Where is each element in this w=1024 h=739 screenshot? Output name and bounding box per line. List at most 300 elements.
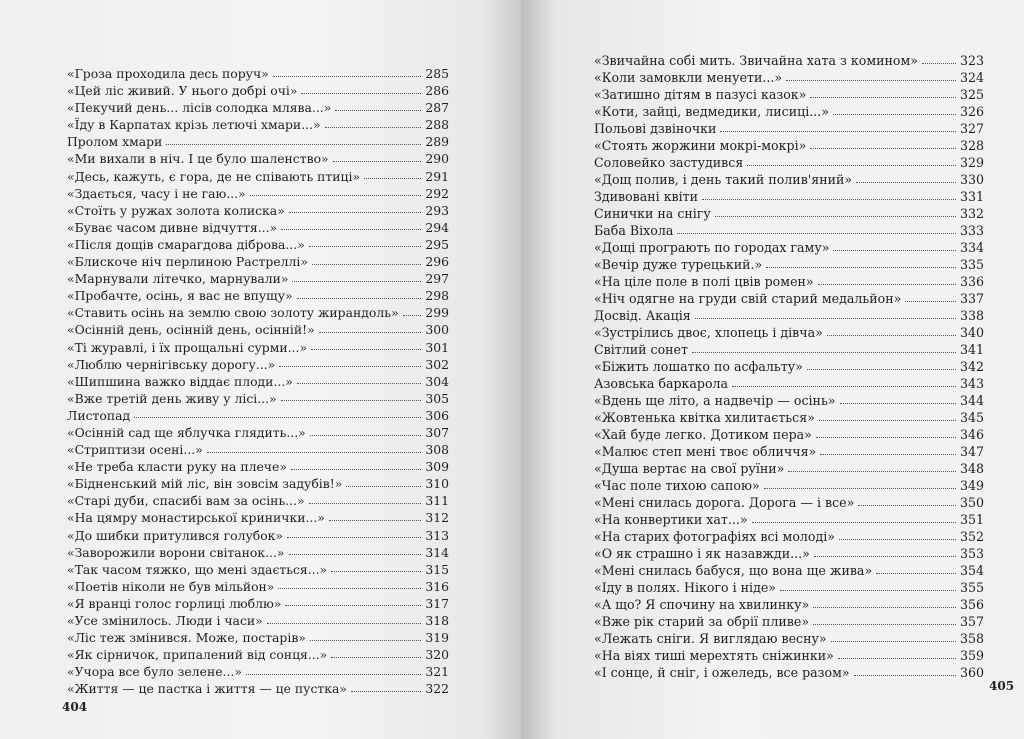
entry-title: Пролом хмари xyxy=(67,134,163,150)
dot-leader xyxy=(309,245,421,247)
entry-page-number: 315 xyxy=(425,561,449,577)
toc-entry xyxy=(67,663,449,680)
dot-leader xyxy=(287,536,421,538)
entry-page-number: 308 xyxy=(425,442,449,458)
dot-leader xyxy=(207,451,421,453)
entry-title: «Як сірничок, припалений від сонця...» xyxy=(67,647,328,663)
toc-entry xyxy=(594,545,984,562)
entry-title: «Іду в полях. Нікого і ніде» xyxy=(594,580,776,595)
dot-leader xyxy=(279,365,421,367)
dot-leader xyxy=(814,555,956,557)
entry-page-number: 345 xyxy=(959,410,984,425)
dot-leader xyxy=(289,553,421,555)
dot-leader xyxy=(351,690,421,692)
dot-leader xyxy=(766,266,956,268)
entry-page-number: 347 xyxy=(959,444,984,459)
entry-title: Здивовані квіти xyxy=(594,189,699,204)
entry-title: «Вже третій день живу у лісі...» xyxy=(67,390,277,406)
dot-leader xyxy=(715,215,956,217)
toc-entry xyxy=(594,511,984,528)
dot-leader xyxy=(807,368,956,370)
toc-entry xyxy=(594,528,984,545)
entry-page-number: 330 xyxy=(959,172,984,187)
entry-page-number: 297 xyxy=(425,271,449,287)
entry-title: «Так часом тяжко, що мені здається...» xyxy=(67,561,328,577)
entry-title: «Малює степ мені твоє обличчя» xyxy=(594,444,817,459)
dot-leader xyxy=(839,538,956,540)
entry-title: Азовська баркарола xyxy=(594,376,729,391)
toc-entry xyxy=(67,424,449,441)
toc-entry xyxy=(67,150,449,167)
toc-entry xyxy=(67,339,449,356)
toc-entry xyxy=(594,358,984,375)
dot-leader xyxy=(273,75,421,77)
dot-leader xyxy=(403,314,421,316)
dot-leader xyxy=(833,113,956,115)
dot-leader xyxy=(291,468,421,470)
entry-title: «Не треба класти руку на плече» xyxy=(67,459,287,475)
entry-page-number: 322 xyxy=(425,681,449,697)
toc-entry xyxy=(594,426,984,443)
entry-title: «Звичайна собі мить. Звичайна хата з комином» xyxy=(594,53,918,68)
toc-entry xyxy=(67,527,449,544)
entry-page-number: 348 xyxy=(959,461,984,476)
entry-page-number: 350 xyxy=(959,495,984,510)
dot-leader xyxy=(833,249,956,251)
entry-title: Досвід. Акація xyxy=(594,308,691,323)
entry-title: «Старі дуби, спасибі вам за осінь...» xyxy=(67,493,305,509)
entry-title: «До шибки притулився голубок» xyxy=(67,527,283,543)
entry-page-number: 338 xyxy=(959,308,984,323)
toc-entry xyxy=(594,256,984,273)
dot-leader xyxy=(166,143,421,145)
entry-title: «Час поле тихою сапою» xyxy=(594,478,760,493)
toc-entry xyxy=(594,205,984,222)
entry-title: «Вечір дуже турецький.» xyxy=(594,257,763,272)
entry-title: «Зустрілись двоє, хлопець і дівча» xyxy=(594,325,823,340)
dot-leader xyxy=(695,317,956,319)
entry-page-number: 299 xyxy=(425,305,449,321)
dot-leader xyxy=(285,604,421,606)
entry-page-number: 323 xyxy=(959,53,984,68)
entry-page-number: 306 xyxy=(425,407,449,423)
toc-entry xyxy=(67,82,449,99)
entry-title: «Стоїть у ружах золота колиска» xyxy=(67,202,285,218)
entry-page-number: 335 xyxy=(959,257,984,272)
entry-title: «Марнували літечко, марнували» xyxy=(67,271,289,287)
right-page-number: 405 xyxy=(989,679,1015,693)
entry-title: «Гроза проходила десь поруч» xyxy=(67,66,269,81)
dot-leader xyxy=(780,589,956,591)
dot-leader xyxy=(820,453,956,455)
toc-entry xyxy=(594,494,984,511)
dot-leader xyxy=(702,198,956,200)
dot-leader xyxy=(297,297,421,299)
entry-page-number: 326 xyxy=(959,104,984,119)
entry-title: «Їду в Карпатах крізь летючі хмари...» xyxy=(67,117,321,133)
entry-page-number: 357 xyxy=(959,614,984,629)
entry-title: «На конвертики хат...» xyxy=(594,512,748,527)
dot-leader xyxy=(309,502,421,504)
entry-title: «Душа вертає на свої руїни» xyxy=(594,461,785,476)
entry-title: «Вже рік старий за обрії пливе» xyxy=(594,614,810,629)
toc-entry xyxy=(67,202,449,219)
entry-title: «Біжить лошатко по асфальту» xyxy=(594,359,803,374)
entry-title: «Я вранці голос горлиці люблю» xyxy=(67,595,282,611)
entry-page-number: 324 xyxy=(959,70,984,85)
toc-entry xyxy=(594,664,984,681)
entry-page-number: 302 xyxy=(425,356,449,372)
dot-leader xyxy=(840,402,956,404)
dot-leader xyxy=(816,436,956,438)
dot-leader xyxy=(312,263,421,265)
toc-entry xyxy=(67,373,449,390)
toc-entry xyxy=(594,596,984,613)
entry-title: «Здається, часу і не гаю...» xyxy=(67,185,246,201)
entry-title: «Дощі програють по городах гаму» xyxy=(594,240,830,255)
entry-title: Світлий сонет xyxy=(594,342,688,357)
toc-entry xyxy=(594,239,984,256)
dot-leader xyxy=(310,639,421,641)
entry-page-number: 310 xyxy=(425,476,449,492)
entry-page-number: 344 xyxy=(959,393,984,408)
entry-page-number: 298 xyxy=(425,288,449,304)
entry-title: «Блискоче ніч перлиною Растреллі» xyxy=(67,254,308,270)
left-toc-list xyxy=(67,65,449,697)
entry-page-number: 346 xyxy=(959,427,984,442)
toc-entry xyxy=(594,613,984,630)
toc-entry xyxy=(594,562,984,579)
entry-title: «Лежать сніги. Я виглядаю весну» xyxy=(594,631,827,646)
entry-title: «На старих фотографіях всі молоді» xyxy=(594,529,836,544)
dot-leader xyxy=(858,504,956,506)
entry-title: «О як страшно і як назавжди...» xyxy=(594,546,810,561)
toc-entry xyxy=(594,188,984,205)
toc-entry xyxy=(67,116,449,133)
entry-title: «Ніч одягне на груди свій старий медальйон» xyxy=(594,291,902,306)
entry-title: «Поетів ніколи не був мільйон» xyxy=(67,578,275,594)
toc-entry xyxy=(67,99,449,116)
toc-entry xyxy=(594,579,984,596)
entry-page-number: 285 xyxy=(425,66,449,81)
dot-leader xyxy=(818,283,956,285)
toc-entry xyxy=(67,646,449,663)
dot-leader xyxy=(747,164,956,166)
toc-entry xyxy=(594,460,984,477)
entry-page-number: 349 xyxy=(959,478,984,493)
entry-title: «Мені снилась бабуся, що вона ще жива» xyxy=(594,563,873,578)
entry-page-number: 318 xyxy=(425,613,449,628)
dot-leader xyxy=(311,348,421,350)
entry-page-number: 341 xyxy=(959,342,984,357)
dot-leader xyxy=(854,674,956,676)
dot-leader xyxy=(692,351,956,353)
dot-leader xyxy=(764,487,956,489)
toc-entry xyxy=(594,290,984,307)
entry-page-number: 352 xyxy=(959,529,984,544)
toc-entry xyxy=(67,578,449,595)
entry-page-number: 328 xyxy=(959,138,984,153)
entry-page-number: 353 xyxy=(959,546,984,561)
toc-entry xyxy=(594,392,984,409)
dot-leader xyxy=(134,416,421,418)
entry-page-number: 336 xyxy=(959,274,984,289)
dot-leader xyxy=(831,640,956,642)
dot-leader xyxy=(905,300,956,302)
entry-title: «Після дощів смарагдова діброва...» xyxy=(67,236,305,252)
entry-page-number: 296 xyxy=(425,254,449,270)
toc-entry xyxy=(594,120,984,137)
entry-title: «Коли замовкли менуети...» xyxy=(594,70,783,85)
dot-leader xyxy=(331,570,421,572)
dot-leader xyxy=(246,673,421,675)
entry-page-number: 355 xyxy=(959,580,984,595)
entry-title: Синички на снігу xyxy=(594,206,711,221)
dot-leader xyxy=(922,62,956,64)
entry-title: «Затишно дітям в пазусі казок» xyxy=(594,87,807,102)
toc-entry xyxy=(594,409,984,426)
entry-page-number: 290 xyxy=(425,151,449,167)
entry-page-number: 292 xyxy=(425,185,449,201)
toc-entry xyxy=(67,390,449,407)
entry-page-number: 309 xyxy=(425,459,449,475)
toc-entry xyxy=(594,52,984,69)
entry-page-number: 286 xyxy=(425,83,449,99)
toc-entry xyxy=(594,647,984,664)
entry-title: «На цямру монастирської кринички...» xyxy=(67,510,325,526)
dot-leader xyxy=(289,211,421,213)
entry-page-number: 359 xyxy=(959,648,984,663)
entry-title: «Ставить осінь на землю свою золоту жирандоль» xyxy=(67,305,399,321)
toc-entry xyxy=(594,307,984,324)
dot-leader xyxy=(250,194,421,196)
dot-leader xyxy=(364,177,421,179)
entry-title: «Коти, зайці, ведмедики, лисиці...» xyxy=(594,104,829,119)
toc-entry xyxy=(67,65,449,82)
dot-leader xyxy=(876,572,956,574)
entry-page-number: 337 xyxy=(959,291,984,306)
entry-title: «Мені снилась дорога. Дорога — і все» xyxy=(594,495,855,510)
toc-entry xyxy=(67,287,449,304)
entry-title: «Десь, кажуть, є гора, де не співають птиці» xyxy=(67,168,361,184)
entry-page-number: 329 xyxy=(959,155,984,170)
toc-entry xyxy=(67,356,449,373)
entry-title: «І сонце, й сніг, і ожеледь, все разом» xyxy=(594,665,850,680)
dot-leader xyxy=(346,485,421,487)
toc-entry xyxy=(67,321,449,338)
toc-entry xyxy=(594,222,984,239)
entry-title: «Цей ліс живий. У нього добрі очі» xyxy=(67,83,298,99)
dot-leader xyxy=(281,399,421,401)
dot-leader xyxy=(325,126,421,128)
entry-page-number: 301 xyxy=(425,339,449,355)
dot-leader xyxy=(297,382,421,384)
dot-leader xyxy=(319,331,421,333)
toc-entry xyxy=(594,171,984,188)
entry-page-number: 325 xyxy=(959,87,984,102)
dot-leader xyxy=(301,92,421,94)
toc-entry xyxy=(594,477,984,494)
entry-page-number: 314 xyxy=(425,544,449,560)
entry-title: «Стоять жоржини мокрі-мокрі» xyxy=(594,138,807,153)
dot-leader xyxy=(335,109,421,111)
toc-entry xyxy=(594,273,984,290)
toc-entry xyxy=(594,69,984,86)
toc-entry xyxy=(67,458,449,475)
entry-title: «Заворожили ворони світанок...» xyxy=(67,544,285,560)
entry-title: «На віях тиші мерехтять сніжинки» xyxy=(594,648,834,663)
toc-entry xyxy=(67,185,449,202)
dot-leader xyxy=(677,232,956,234)
dot-leader xyxy=(267,622,421,624)
entry-page-number: 295 xyxy=(425,236,449,252)
entry-title: Листопад xyxy=(67,407,131,423)
entry-page-number: 327 xyxy=(959,121,984,136)
toc-entry xyxy=(67,219,449,236)
entry-page-number: 333 xyxy=(959,223,984,238)
entry-title: «Вдень ще літо, а надвечір — осінь» xyxy=(594,393,836,408)
toc-entry xyxy=(67,680,449,697)
toc-entry xyxy=(594,154,984,171)
entry-title: «Осінній день, осінній день, осінній!» xyxy=(67,322,315,338)
entry-page-number: 289 xyxy=(425,134,449,150)
entry-title: «Пекучий день... лісів солодка млява...» xyxy=(67,100,332,116)
dot-leader xyxy=(819,419,956,421)
entry-title: Соловейко застудився xyxy=(594,155,744,170)
entry-page-number: 317 xyxy=(425,595,449,611)
entry-page-number: 343 xyxy=(959,376,984,391)
dot-leader xyxy=(788,470,956,472)
toc-entry xyxy=(67,612,449,629)
entry-title: «Шипшина важко віддає плоди...» xyxy=(67,373,293,389)
entry-page-number: 354 xyxy=(959,563,984,578)
entry-page-number: 319 xyxy=(425,630,449,646)
dot-leader xyxy=(278,587,421,589)
entry-title: «А що? Я спочину на хвилинку» xyxy=(594,597,810,612)
dot-leader xyxy=(333,160,421,162)
entry-title: «Люблю чернігівську дорогу...» xyxy=(67,356,276,372)
entry-page-number: 304 xyxy=(425,373,449,389)
entry-title: «Учора все було зелене...» xyxy=(67,664,242,680)
toc-entry xyxy=(594,137,984,154)
toc-entry xyxy=(594,103,984,120)
toc-entry xyxy=(67,236,449,253)
entry-page-number: 287 xyxy=(425,100,449,116)
entry-page-number: 307 xyxy=(425,424,449,440)
toc-entry xyxy=(594,324,984,341)
dot-leader xyxy=(810,96,956,98)
entry-page-number: 351 xyxy=(959,512,984,527)
entry-page-number: 313 xyxy=(425,527,449,543)
dot-leader xyxy=(813,606,956,608)
toc-entry xyxy=(67,561,449,578)
toc-entry xyxy=(594,630,984,647)
entry-title: «Дощ полив, і день такий полив'яний» xyxy=(594,172,853,187)
entry-title: «Буває часом дивне відчуття...» xyxy=(67,219,278,235)
toc-entry xyxy=(67,304,449,321)
left-page-number: 404 xyxy=(62,700,88,714)
entry-page-number: 340 xyxy=(959,325,984,340)
entry-title: «Пробачте, осінь, я вас не впущу» xyxy=(67,288,293,304)
right-page xyxy=(521,0,1024,739)
toc-entry xyxy=(67,270,449,287)
dot-leader xyxy=(292,280,421,282)
toc-entry xyxy=(67,492,449,509)
entry-page-number: 291 xyxy=(425,168,449,184)
entry-title: «Ліс теж змінився. Може, постарів» xyxy=(67,630,306,646)
entry-title: «Ми вихали в ніч. І це було шаленство» xyxy=(67,151,329,167)
dot-leader xyxy=(786,79,956,81)
toc-entry xyxy=(594,86,984,103)
toc-entry xyxy=(594,443,984,460)
dot-leader xyxy=(813,623,956,625)
dot-leader xyxy=(331,656,421,658)
entry-page-number: 360 xyxy=(959,665,984,680)
entry-page-number: 316 xyxy=(425,578,449,594)
entry-page-number: 294 xyxy=(425,219,449,235)
dot-leader xyxy=(329,519,421,521)
toc-entry xyxy=(67,253,449,270)
entry-page-number: 305 xyxy=(425,390,449,406)
entry-title: «Стриптизи осені...» xyxy=(67,442,203,458)
entry-page-number: 312 xyxy=(425,510,449,526)
dot-leader xyxy=(732,385,956,387)
toc-entry xyxy=(67,133,449,150)
entry-title: Польові дзвіночки xyxy=(594,121,717,136)
entry-title: «Усе змінилось. Люди і часи» xyxy=(67,613,263,628)
toc-entry xyxy=(67,407,449,424)
entry-title: «Життя — це пастка і життя — це пустка» xyxy=(67,681,347,697)
toc-entry xyxy=(67,168,449,185)
toc-entry xyxy=(67,595,449,612)
toc-entry xyxy=(67,544,449,561)
toc-entry xyxy=(67,441,449,458)
entry-title: «Хай буде легко. Дотиком пера» xyxy=(594,427,812,442)
dot-leader xyxy=(856,181,956,183)
toc-entry xyxy=(594,375,984,392)
dot-leader xyxy=(281,228,421,230)
toc-entry xyxy=(67,629,449,646)
right-toc-list xyxy=(594,52,984,681)
entry-page-number: 293 xyxy=(425,202,449,218)
dot-leader xyxy=(720,130,956,132)
entry-title: «Ті журавлі, і їх прощальні сурми...» xyxy=(67,339,308,355)
dot-leader xyxy=(310,434,421,436)
entry-page-number: 342 xyxy=(959,359,984,374)
entry-page-number: 332 xyxy=(959,206,984,221)
dot-leader xyxy=(752,521,956,523)
entry-page-number: 300 xyxy=(425,322,449,338)
entry-page-number: 320 xyxy=(425,647,449,663)
entry-page-number: 356 xyxy=(959,597,984,612)
entry-title: «Жовтенька квітка хилитається» xyxy=(594,410,815,425)
entry-title: Баба Віхола xyxy=(594,223,674,238)
toc-entry xyxy=(594,341,984,358)
dot-leader xyxy=(827,334,956,336)
toc-entry xyxy=(67,509,449,526)
toc-entry xyxy=(67,475,449,492)
entry-page-number: 321 xyxy=(425,664,449,680)
entry-title: «Бідненський мій ліс, він зовсім задубів!» xyxy=(67,476,343,492)
dot-leader xyxy=(838,657,956,659)
dot-leader xyxy=(810,147,956,149)
entry-page-number: 331 xyxy=(959,189,984,204)
entry-page-number: 358 xyxy=(959,631,984,646)
entry-title: «Осінній сад ще яблучка глядить...» xyxy=(67,424,306,440)
entry-page-number: 311 xyxy=(425,493,449,509)
entry-page-number: 334 xyxy=(959,240,984,255)
entry-page-number: 288 xyxy=(425,117,449,133)
